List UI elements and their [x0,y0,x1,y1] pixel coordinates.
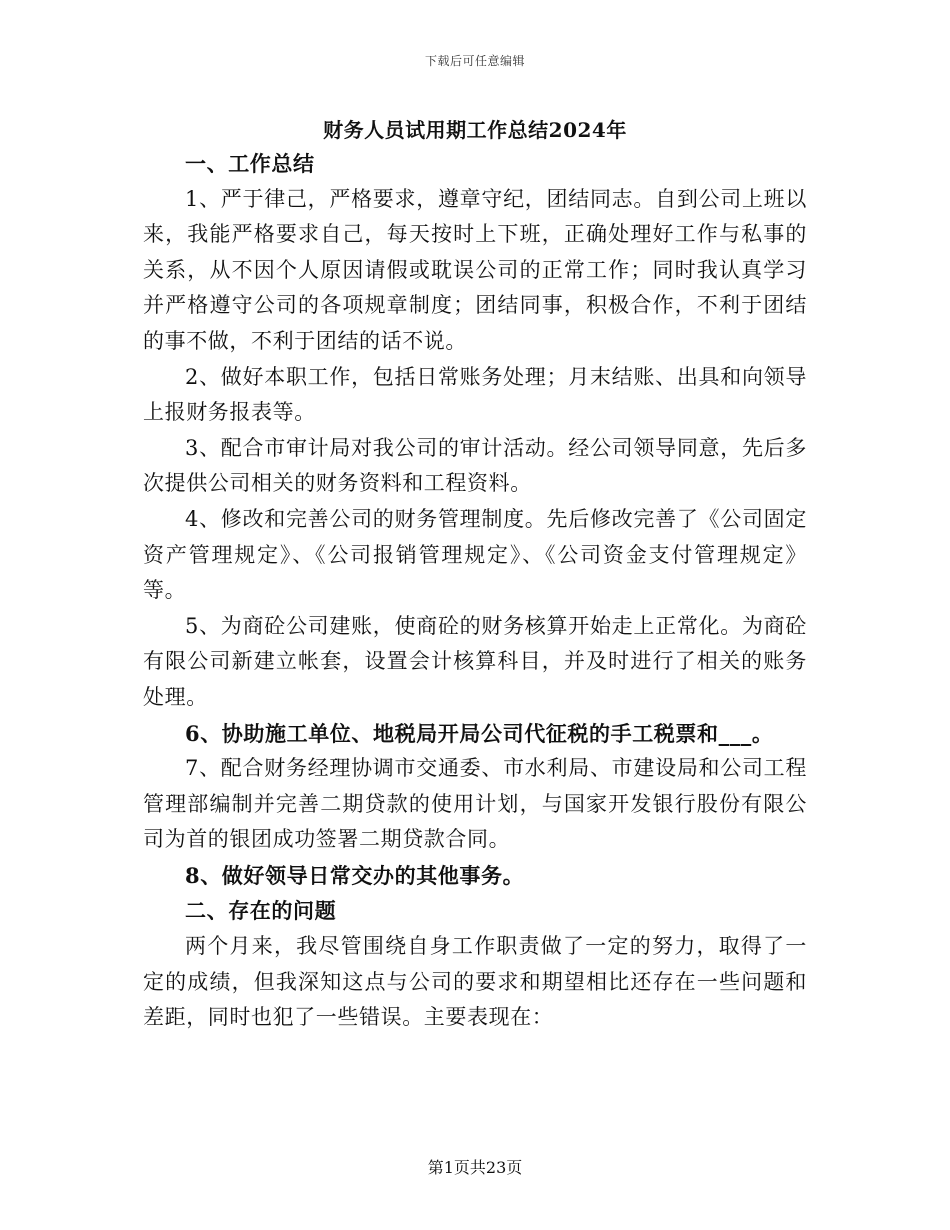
paragraph: 8、做好领导日常交办的其他事务。 [185,862,525,888]
section-heading-work-summary: 一、工作总结 [185,151,315,176]
paragraph: 1、严于律己，严格要求，遵章守纪，团结同志。自到公司上班以来，我能严格要求自己，每天按时上下班，正确处理好工作与私事的关系，从不因个人原因请假或耽误公司的正常工作；同时我认真学习并严格遵守公司的各项规章制度；团结同事，积极合作，不利于团结的事不做，不利于团结的话不说。 [143,186,807,353]
header-note: 下载后可任意编辑 [424,54,525,68]
paragraph: 3、配合市审计局对我公司的审计活动。经公司领导同意，先后多次提供公司相关的财务资料和工程资料。 [143,435,807,496]
section-heading-existing-problems: 二、存在的问题 [185,898,337,924]
paragraph: 6、协助施工单位、地税局开局公司代征税的手工税票和___。 [185,720,774,746]
paragraph: 4、修改和完善公司的财务管理制度。先后修改完善了《公司固定资产管理规定》、《公司报销管理规定》、《公司资金支付管理规定》等。 [143,506,807,603]
document-body [143,146,807,1036]
paragraph: 2、做好本职工作，包括日常账务处理；月末结账、出具和向领导上报财务报表等。 [143,364,807,425]
page-number-footer: 第1页共23页 [427,1158,523,1177]
paragraph: 7、配合财务经理协调市交通委、市水利局、市建设局和公司工程管理部编制并完善二期贷款的使用计划，与国家开发银行股份有限公司为首的银团成功签署二期贷款合同。 [143,756,807,852]
paragraph: 两个月来，我尽管围绕自身工作职责做了一定的努力，取得了一定的成绩，但我深知这点与公司的要求和期望相比还存在一些问题和差距，同时也犯了一些错误。主要表现在： [143,934,807,1030]
paragraph: 5、为商砼公司建账，使商砼的财务核算开始走上正常化。为商砼有限公司新建立帐套，设置会计核算科目，并及时进行了相关的账务处理。 [143,613,807,709]
document-title: 财务人员试用期工作总结2024年 [323,118,627,142]
